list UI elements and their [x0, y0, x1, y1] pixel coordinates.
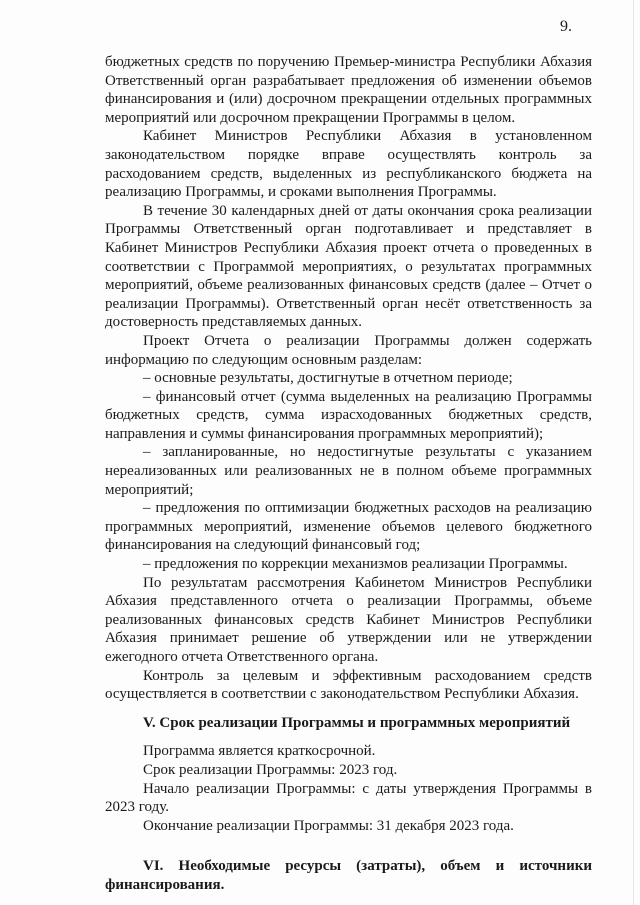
paragraph: В течение 30 календарных дней от даты окончания срока реализации Программы Ответственный орган подготавливает и представляет в Кабинет Министров Республики Абхазия проект отчета о проведенных в соответствии с Программой мероприятиях, о результатах программных мероприятий, объеме реализованных финансовых средств (далее – Отчет о реализации Программы). Ответственный орган несёт ответственность за достоверность представляемых данных. — [105, 202, 592, 331]
section-5-line: Окончание реализации Программы: 31 декабря 2023 года. — [143, 817, 514, 834]
page-number: 9. — [560, 18, 572, 35]
paragraph: Кабинет Министров Республики Абхазия в установленном законодательством порядке вправе осуществлять контроль за расходованием средств, выделенных из республиканского бюджета на реализацию Программы, и сроками выполнения Программы. — [105, 128, 592, 201]
list-item: – предложения по оптимизации бюджетных расходов на реализацию программных мероприятий, изменение объемов целевого бюджетного финансирования на следующий финансовый год; — [105, 500, 592, 554]
document-body — [105, 53, 592, 905]
paragraph: Проект Отчета о реализации Программы должен содержать информацию по следующим основным разделам: — [105, 332, 592, 368]
scan-edge-line — [633, 0, 634, 905]
list-item: – основные результаты, достигнутые в отчетном периоде; — [143, 370, 513, 387]
section-5-heading: V. Срок реализации Программы и программных мероприятий — [143, 714, 571, 731]
section-6-heading: VI. Необходимые ресурсы (затраты), объем и источники финансирования. — [105, 858, 592, 893]
section-5-line: Начало реализации Программы: с даты утверждения Программы в 2023 году. — [105, 780, 592, 816]
paragraph: Контроль за целевым и эффективным расходованием средств осуществляется в соответствии с законодательством Республики Абхазия. — [105, 667, 592, 703]
paragraph: По результатам рассмотрения Кабинетом Министров Республики Абхазия представленного отчета о реализации Программы, объеме реализованных финансовых средств Кабинет Министров Республики Абхазия принимает решение об утверждении или не утверждении ежегодного отчета Ответственного органа. — [105, 574, 592, 665]
section-5-line: Программа является краткосрочной. — [143, 743, 376, 760]
list-item: – запланированные, но недостигнутые результаты с указанием нереализованных или реализованных не в полном объеме программных мероприятий; — [105, 444, 592, 498]
list-item: – предложения по коррекции механизмов реализации Программы. — [143, 556, 568, 573]
list-item: – финансовый отчет (сумма выделенных на реализацию Программы бюджетных средств, сумма израсходованных бюджетных средств, направления и суммы финансирования программных мероприятий); — [105, 388, 592, 442]
paragraph: бюджетных средств по поручению Премьер-министра Республики Абхазия Ответственный орган разрабатывает предложения об изменении объемов финансирования и (или) досрочном прекращении отдельных программных мероприятий или досрочном прекращении Программы в целом. — [105, 54, 592, 126]
section-5-line: Срок реализации Программы: 2023 год. — [143, 761, 398, 778]
